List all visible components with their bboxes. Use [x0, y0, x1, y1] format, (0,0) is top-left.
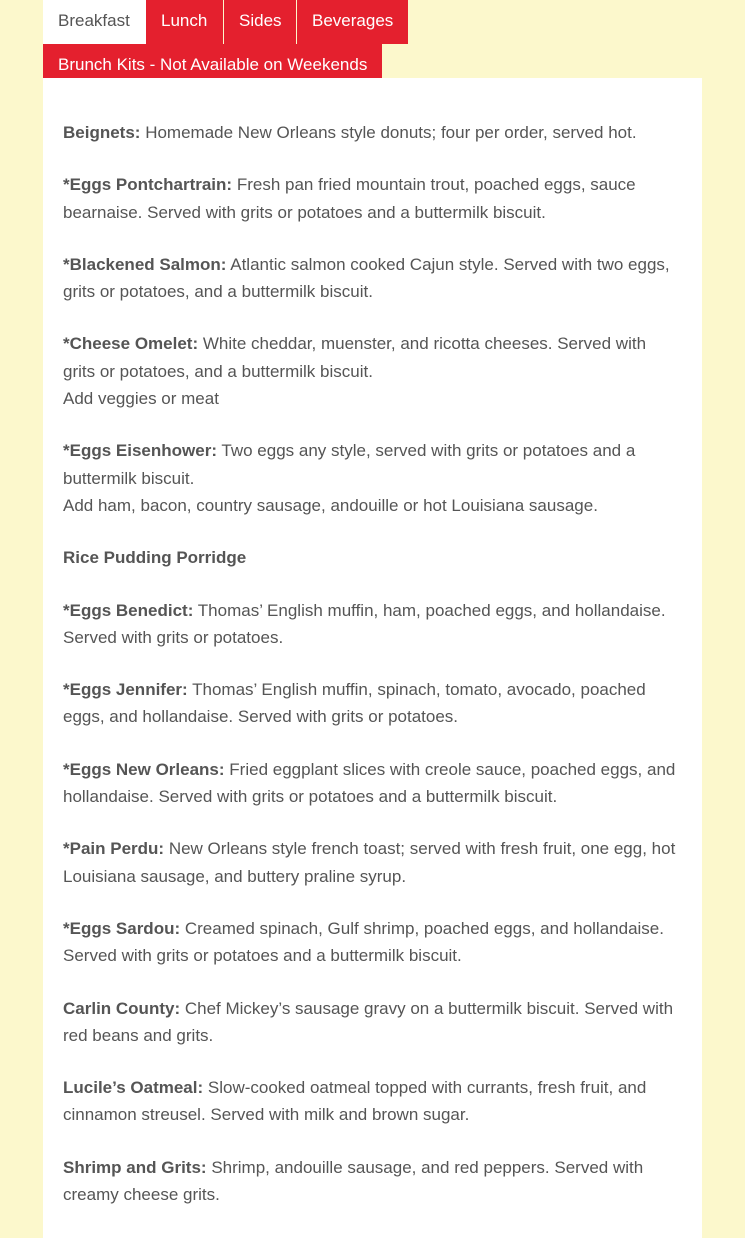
menu-item-description: Fresh pan fried mountain trout, poached eggs, sauce bearnaise. Served with grits or potatoes and a buttermilk biscuit. — [63, 175, 636, 222]
menu-item — [63, 437, 682, 519]
menu-item-name: *Eggs New Orleans: — [63, 759, 225, 779]
menu-item-description: Creamed spinach, Gulf shrimp, poached eggs, and hollandaise. Served with grits or potatoes and a buttermilk biscuit. — [63, 918, 664, 966]
menu-item-description: White cheddar, muenster, and ricotta cheeses. Served with grits or potatoes, and a buttermilk biscuit. — [63, 334, 647, 381]
menu-panel — [43, 78, 702, 1238]
menu-item-addon: Add veggies or meat — [63, 389, 219, 409]
menu-item-name: Carlin County: — [63, 998, 181, 1018]
menu-item-description: New Orleans style french toast; served with fresh fruit, one egg, hot Louisiana sausage, and buttery praline syrup. — [63, 839, 676, 886]
menu-item-name: Shrimp and Grits: — [63, 1157, 207, 1177]
menu-item-name: *Eggs Benedict: — [63, 600, 194, 620]
menu-item-description: Thomas’ English muffin, ham, poached eggs, and hollandaise. Served with grits or potatoes. — [63, 600, 666, 647]
menu-item-name: *Eggs Jennifer: — [63, 680, 188, 700]
menu-item-description: Thomas’ English muffin, spinach, tomato, avocado, poached eggs, and hollandaise. Served with grits or potatoes. — [63, 680, 646, 727]
menu-item-name: Lucile’s Oatmeal: — [63, 1078, 204, 1098]
menu-item-description: Two eggs any style, served with grits or potatoes and a buttermilk biscuit. — [63, 441, 636, 488]
menu-item — [63, 1074, 682, 1129]
menu-item-addon: Add ham, bacon, country sausage, andouille or hot Louisiana sausage. — [63, 495, 598, 515]
menu-item-description: Fried eggplant slices with creole sauce, poached eggs, and hollandaise. Served with grits or potatoes and a buttermilk biscuit. — [63, 759, 676, 807]
menu-item-name: *Eggs Sardou: — [63, 918, 181, 938]
tab-brunch-kits[interactable]: Brunch Kits - Not Available on Weekends — [43, 44, 382, 88]
tab-beverages[interactable]: Beverages — [297, 0, 408, 44]
menu-item-name: *Cheese Omelet: — [63, 334, 199, 354]
menu-item-description: Chef Mickey’s sausage gravy on a buttermilk biscuit. Served with red beans and grits. — [63, 998, 674, 1045]
tab-lunch[interactable]: Lunch — [146, 0, 223, 44]
menu-item — [63, 119, 682, 146]
menu-item — [63, 251, 682, 306]
menu-item — [63, 756, 682, 811]
menu-item-name: *Eggs Eisenhower: — [63, 441, 217, 461]
menu-item-description: Shrimp, andouille sausage, and red peppers. Served with creamy cheese grits. — [63, 1157, 644, 1205]
menu-item — [63, 915, 682, 970]
menu-item — [63, 544, 682, 571]
menu-item — [63, 1154, 682, 1209]
menu-item-description: Slow-cooked oatmeal topped with currants, fresh fruit, and cinnamon streusel. Served with milk and brown sugar. — [63, 1078, 647, 1125]
menu-item-description: Atlantic salmon cooked Cajun style. Served with two eggs, grits or potatoes, and a buttermilk biscuit. — [63, 254, 670, 302]
menu-item — [63, 330, 682, 412]
menu-item — [63, 995, 682, 1050]
menu-item — [63, 597, 682, 652]
menu-item-name: *Eggs Pontchartrain: — [63, 175, 233, 195]
tab-breakfast[interactable]: Breakfast — [43, 0, 146, 44]
menu-item — [63, 835, 682, 890]
tab-sides[interactable]: Sides — [224, 0, 296, 44]
menu-item-name: *Pain Perdu: — [63, 839, 165, 859]
menu-item-name: Beignets: — [63, 123, 141, 142]
menu-item — [63, 171, 682, 226]
menu-item-name: Rice Pudding Porridge — [63, 548, 247, 568]
menu-item — [63, 676, 682, 731]
menu-item-description: Homemade New Orleans style donuts; four per order, served hot. — [145, 123, 637, 142]
menu-item-name: *Blackened Salmon: — [63, 254, 227, 274]
